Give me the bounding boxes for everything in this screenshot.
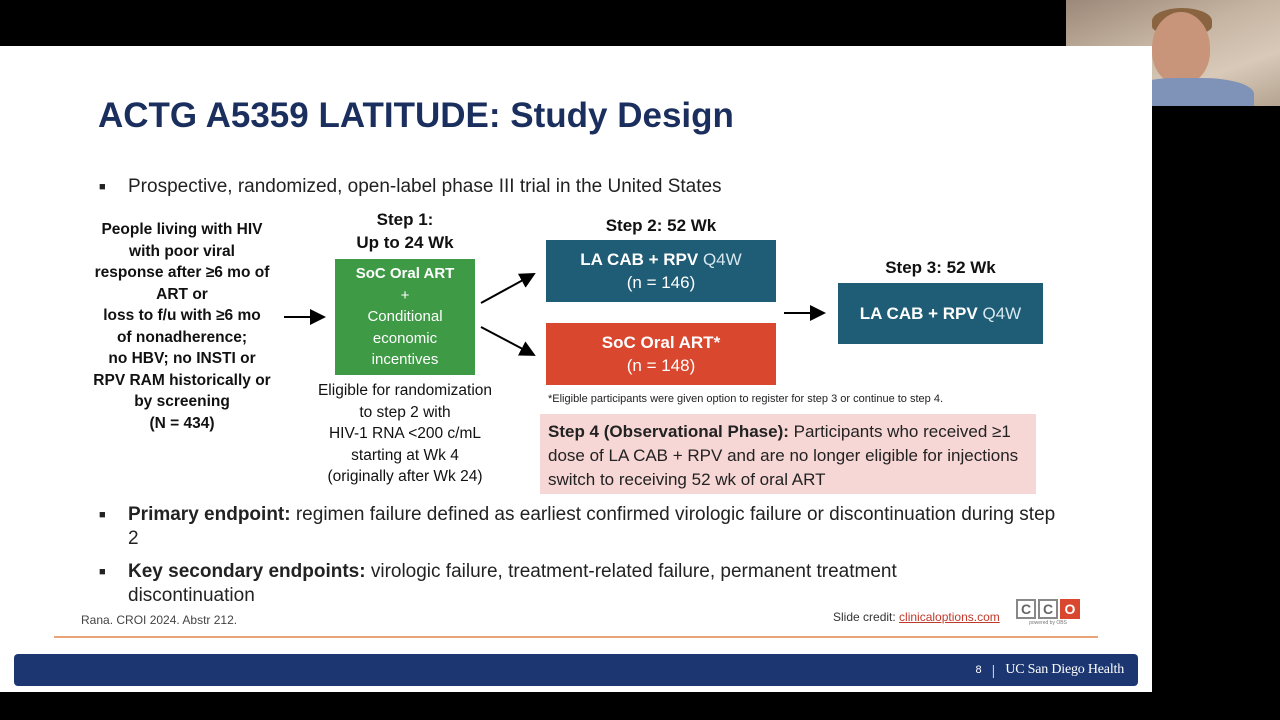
arm1-regimen [580, 248, 741, 271]
population-line: with poor viral [129, 242, 235, 260]
population-line: response after ≥6 mo of [94, 264, 270, 281]
step1-box-line: economic [372, 329, 438, 347]
primary-endpoint-text: regimen failure defined as earliest confirmed virologic failure or discontinuation during step 2 [128, 504, 1056, 549]
eligibility-line: Eligible for randomization [317, 382, 493, 399]
arm1-regimen-dosing: Q4W [702, 250, 742, 269]
step2-arm-lacab [546, 240, 776, 302]
step1-box-line: Conditional [367, 308, 443, 326]
arm2-regimen: SoC Oral ART* [601, 333, 721, 352]
eligibility-text [300, 380, 510, 488]
clinicaloptions-link[interactable]: clinicaloptions.com [899, 610, 1000, 624]
step4-box [540, 414, 1036, 494]
slide [0, 46, 1152, 692]
step1-box-line: SoC Oral ART [355, 265, 455, 283]
page-number: 8 [975, 664, 982, 676]
step2-footnote: *Eligible participants were given option to register for step 3 or continue to step 4. [548, 393, 944, 405]
step4-heading: Step 4 (Observational Phase): [548, 422, 789, 441]
secondary-endpoints-text: virologic failure, treatment-related failure, permanent treatment discontinuation [128, 561, 897, 606]
population-line: by screening [134, 393, 230, 410]
eligibility-line: starting at Wk 4 [351, 446, 459, 464]
footer-bar [14, 654, 1138, 686]
population-line: loss to f/u with ≥6 mo [103, 307, 261, 324]
cco-logo-letter: C [1038, 599, 1058, 619]
cco-logo-letter: O [1060, 599, 1080, 619]
step1-box-line: incentives [371, 351, 439, 369]
step3-regimen [860, 304, 1021, 324]
participant-face [1152, 12, 1210, 84]
population-line: (N = 434) [149, 414, 215, 432]
population-line: RPV RAM historically or [93, 371, 271, 389]
bullet-design-text: Prospective, randomized, open-label phase III trial in the United States [128, 176, 722, 197]
citation: Rana. CROI 2024. Abstr 212. [81, 613, 238, 627]
arm1-regimen-bold: LA CAB + RPV [580, 250, 699, 269]
step2-label: Step 2: 52 Wk [605, 216, 717, 235]
bullet-primary-endpoint [99, 503, 1058, 551]
population-line: of nonadherence; [116, 328, 248, 346]
slide-credit-prefix: Slide credit: [833, 610, 900, 624]
cco-logo-subtitle: powered by OBS [1029, 620, 1067, 626]
step1-label [335, 208, 475, 254]
slide-title: ACTG A5359 LATITUDE: Study Design [98, 96, 734, 135]
step3-label: Step 3: 52 Wk [885, 258, 996, 277]
step3-regimen-dosing: Q4W [982, 303, 1022, 323]
secondary-endpoints-label: Key secondary endpoints: [128, 561, 366, 582]
brand-logo: UC San Diego Health [1005, 662, 1124, 677]
step1-label-line1: Step 1: [376, 210, 434, 229]
eligibility-line: HIV-1 RNA <200 c/mL [328, 425, 482, 442]
arm1-n: (n = 146) [626, 273, 696, 292]
population-line: no HBV; no INSTI or [108, 350, 256, 367]
step2-arm-soc [546, 323, 776, 385]
step3-box [838, 283, 1043, 344]
arm2-n: (n = 148) [626, 356, 696, 375]
step3-regimen-bold: LA CAB + RPV [859, 303, 978, 323]
population-line: ART or [156, 285, 208, 303]
step4-text: Participants who received ≥1 dose of LA CAB + RPV and are no longer eligible for injections switch to receiving 52 wk of oral ART [548, 422, 1019, 489]
step1-label-line2: Up to 24 Wk [356, 233, 454, 252]
bullet-marker: ■ [99, 566, 106, 578]
cco-logo-letter: C [1016, 599, 1036, 619]
footer-divider [54, 636, 1098, 638]
bullet-secondary-endpoints [99, 560, 998, 608]
bullet-marker: ■ [99, 181, 106, 193]
arrow-to-arm1 [481, 274, 534, 303]
cco-logo [1016, 599, 1080, 626]
arrow-to-arm2 [481, 327, 534, 355]
primary-endpoint-label: Primary endpoint: [128, 504, 291, 525]
bullet-marker: ■ [99, 509, 106, 521]
footer-separator: | [991, 662, 996, 678]
eligibility-line: to step 2 with [359, 403, 451, 421]
eligibility-line: (originally after Wk 24) [327, 468, 483, 485]
step1-box-line: + [400, 286, 410, 304]
slide-credit [833, 610, 1000, 624]
step1-box [335, 259, 475, 375]
population-line: People living with HIV [101, 221, 263, 238]
